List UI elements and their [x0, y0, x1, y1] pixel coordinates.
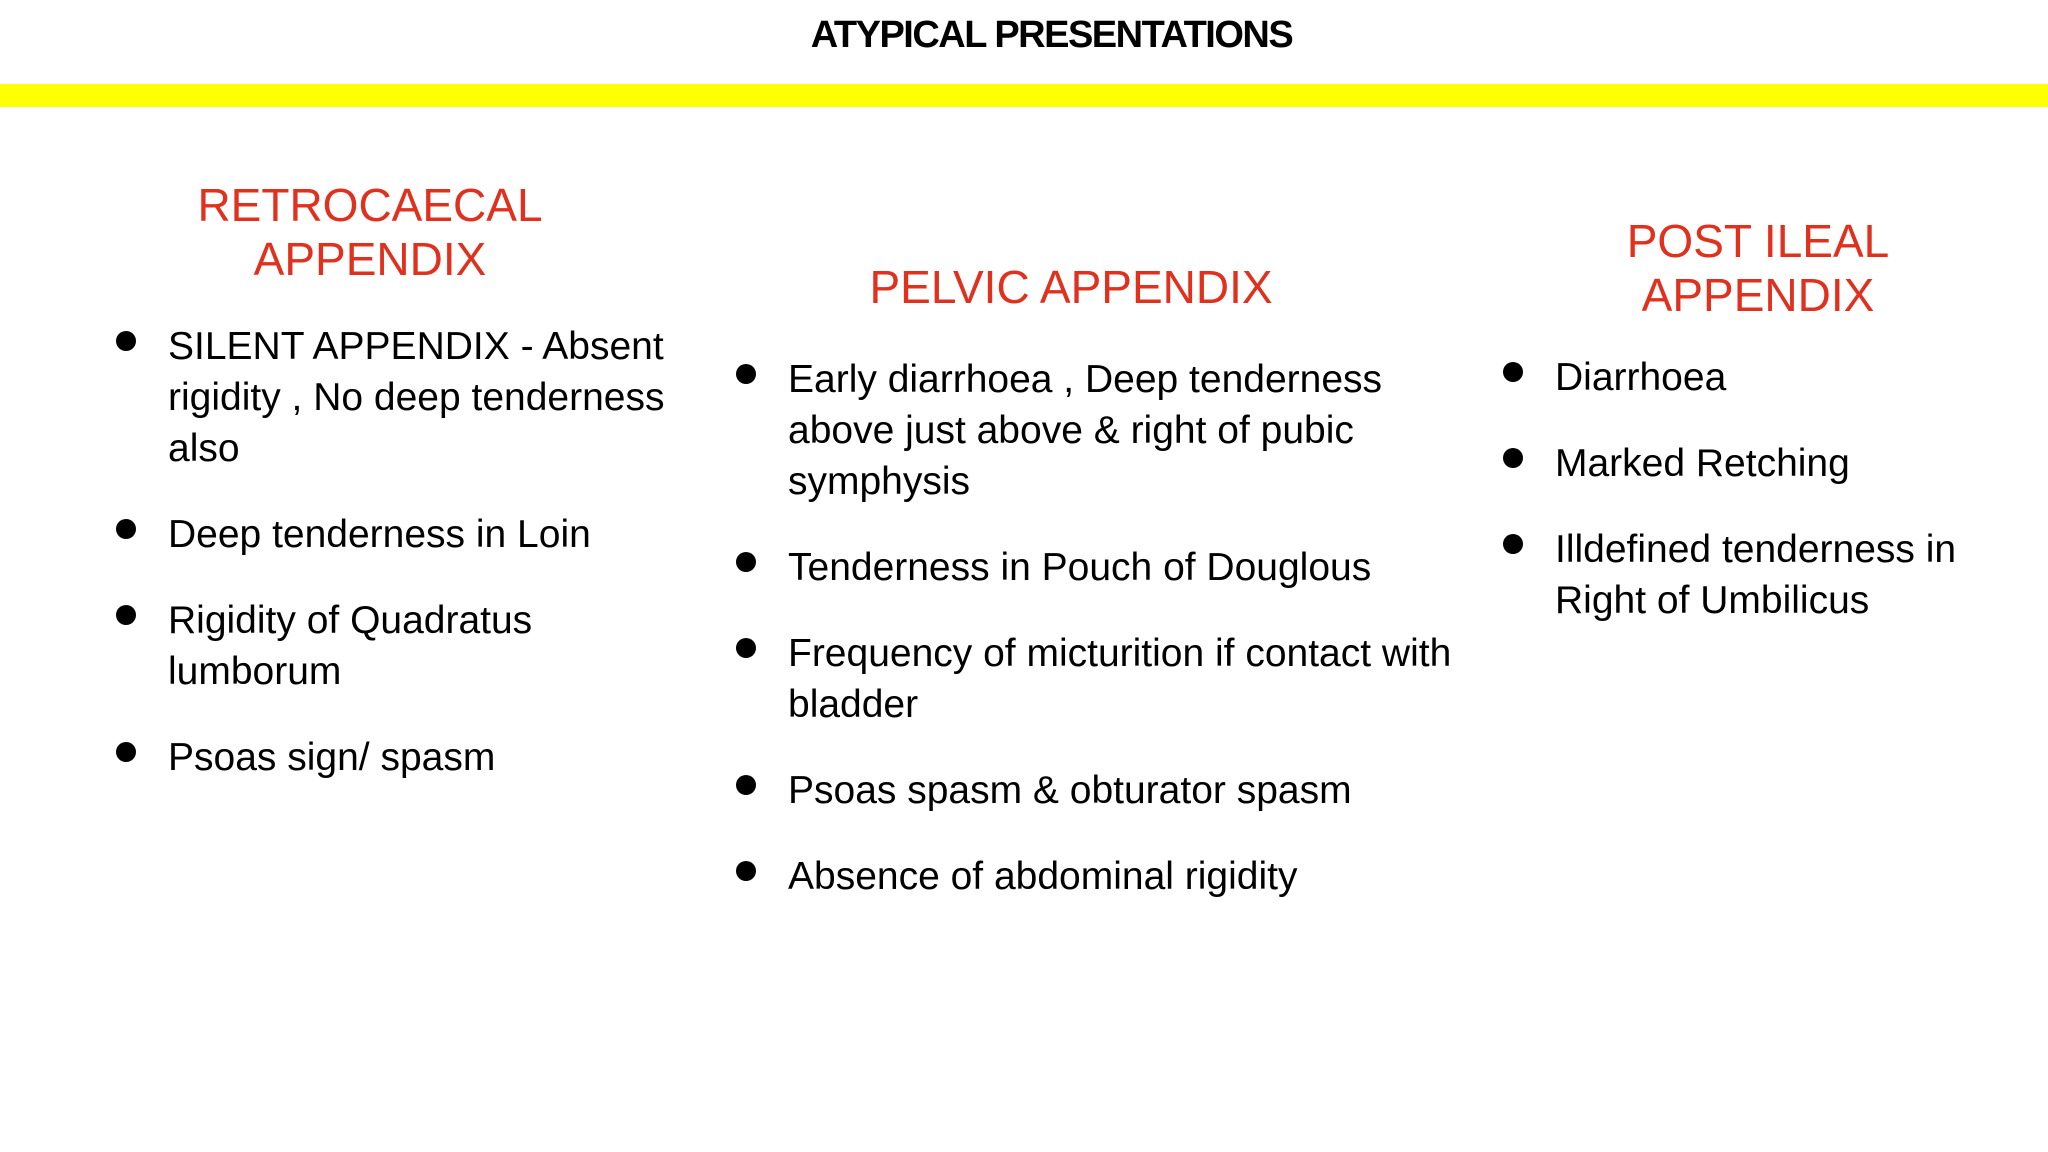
bullet-icon	[116, 742, 136, 762]
bullet-item	[736, 628, 1456, 730]
bullet-icon	[116, 331, 136, 351]
pelvic-column	[736, 260, 1456, 937]
column-heading: RETROCAECAL APPENDIX	[197, 179, 543, 285]
bullet-icon	[736, 861, 756, 881]
bullet-text: Absence of abdominal rigidity	[788, 855, 1298, 898]
bullet-item	[1503, 524, 2033, 626]
bullet-text: Psoas sign/ spasm	[168, 736, 496, 779]
bullet-text: Deep tenderness in Loin	[168, 513, 591, 556]
bullet-item	[736, 765, 1456, 816]
column-heading: POST ILEAL APPENDIX	[1626, 215, 1890, 321]
accent-bar	[0, 84, 2048, 107]
bullet-text: Psoas spasm & obturator spasm	[788, 769, 1352, 812]
bullet-icon	[116, 519, 136, 539]
bullet-icon	[1503, 534, 1523, 554]
bullet-icon	[736, 364, 756, 384]
bullet-list	[116, 321, 676, 783]
retrocaecal-column	[116, 178, 676, 818]
bullet-icon	[736, 552, 756, 572]
bullet-icon	[1503, 362, 1523, 382]
bullet-item	[116, 595, 676, 697]
bullet-text: Rigidity of Quadratus lumborum	[168, 599, 533, 693]
bullet-text: Frequency of micturition if contact with bladder	[788, 632, 1452, 726]
bullet-list	[1503, 352, 2033, 626]
bullet-item	[116, 509, 676, 560]
bullet-text: Diarrhoea	[1555, 356, 1727, 399]
bullet-item	[736, 542, 1456, 593]
bullet-text: Tenderness in Pouch of Douglous	[788, 546, 1372, 589]
bullet-item	[116, 321, 676, 474]
slide-title: ATYPICAL PRESENTATIONS	[810, 14, 1293, 56]
bullet-item	[1503, 352, 2033, 403]
bullet-item	[1503, 438, 2033, 489]
bullet-item	[736, 851, 1456, 902]
bullet-text: Marked Retching	[1555, 442, 1850, 485]
bullet-text: Early diarrhoea , Deep tenderness above just above & right of pubic symphysis	[788, 358, 1383, 503]
bullet-list	[736, 354, 1456, 902]
post-ileal-column	[1503, 214, 2033, 661]
bullet-item	[116, 732, 676, 783]
column-heading: PELVIC APPENDIX	[869, 261, 1273, 313]
bullet-item	[736, 354, 1456, 507]
bullet-icon	[736, 638, 756, 658]
bullet-icon	[736, 775, 756, 795]
bullet-text: Illdefined tenderness in Right of Umbilicus	[1555, 528, 1957, 622]
bullet-text: SILENT APPENDIX - Absent rigidity , No deep tenderness also	[168, 325, 665, 470]
bullet-icon	[116, 605, 136, 625]
bullet-icon	[1503, 448, 1523, 468]
